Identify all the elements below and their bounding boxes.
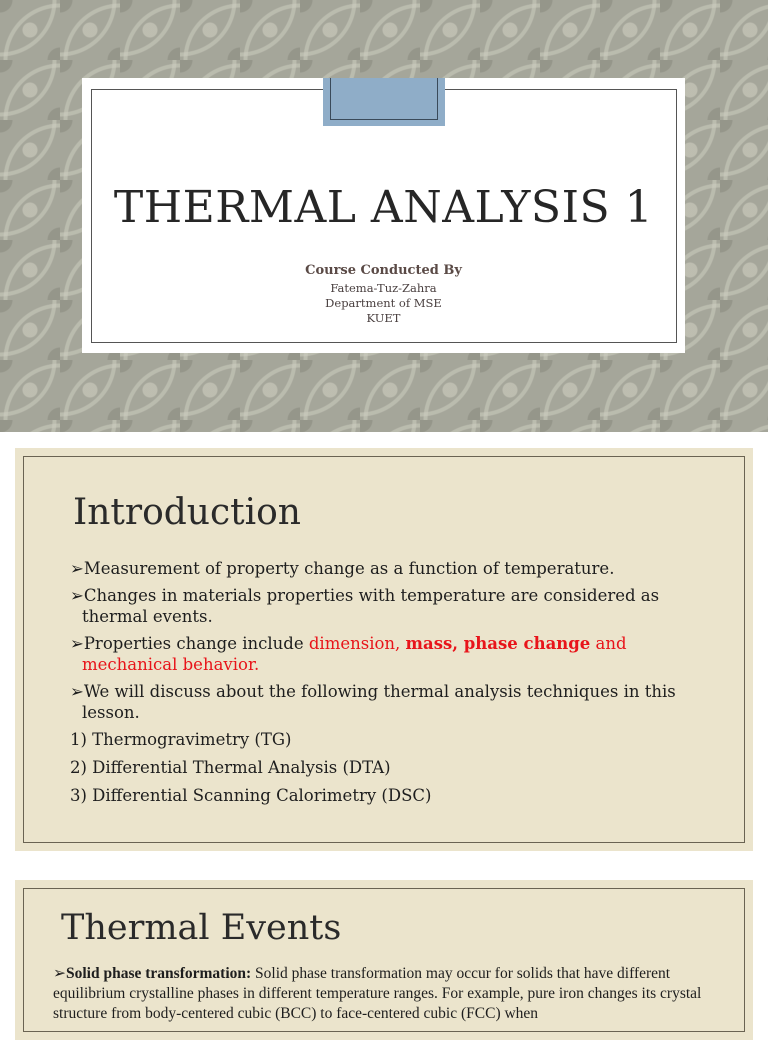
technique-item: 2) Differential Thermal Analysis (DTA) xyxy=(70,758,391,777)
author-name: Fatema-Tuz-Zahra xyxy=(330,281,437,295)
arrow-bullet-icon: ➢ xyxy=(70,634,84,653)
list-item-text-continued: thermal events. xyxy=(82,607,213,626)
department-name: Department of MSE xyxy=(325,296,442,310)
arrow-bullet-icon: ➢ xyxy=(70,559,84,578)
list-item-text-continued: lesson. xyxy=(82,703,140,722)
list-item-text: Properties change include xyxy=(83,634,309,653)
list-item xyxy=(70,633,680,675)
technique-item: 1) Thermogravimetry (TG) xyxy=(70,730,292,749)
presentation-title: THERMAL ANALYSIS 1 xyxy=(113,182,654,233)
title-accent-tab xyxy=(323,78,445,126)
introduction-slide xyxy=(15,448,753,851)
list-item xyxy=(70,558,680,579)
arrow-bullet-icon: ➢ xyxy=(53,965,66,982)
list-item-text: We will discuss about the following thermal analysis techniques in this xyxy=(83,682,676,701)
highlight-text-continued: mechanical behavior. xyxy=(82,655,260,674)
highlight-text: dimension, xyxy=(308,634,406,653)
slide-title: Thermal Events xyxy=(61,908,342,948)
institution-name: KUET xyxy=(366,311,401,325)
paragraph xyxy=(53,964,733,1024)
list-item xyxy=(70,681,680,723)
title-card xyxy=(82,78,685,353)
slide-title: Introduction xyxy=(73,492,301,533)
list-item xyxy=(70,585,680,627)
paragraph-text: Solid phase transformation may occur for solids that have different equilibrium crystalline phases in different temperature ranges. For example, pure iron changes its crystal structure from body-centered cubic (BCC) to face-centered cubic (FCC) when xyxy=(53,965,702,1022)
title-accent-tab-frame xyxy=(330,78,438,120)
term-label: Solid phase transformation: xyxy=(66,965,252,982)
conducted-by-label: Course Conducted By xyxy=(305,263,462,278)
thermal-events-slide xyxy=(15,880,753,1040)
arrow-bullet-icon: ➢ xyxy=(70,586,84,605)
bullet-list xyxy=(70,558,680,813)
title-slide xyxy=(0,0,768,432)
list-item-text: Changes in materials properties with temperature are considered as xyxy=(83,586,660,605)
technique-item: 3) Differential Scanning Calorimetry (DSC) xyxy=(70,786,432,805)
arrow-bullet-icon: ➢ xyxy=(70,682,84,701)
highlight-bold-text: mass, phase change xyxy=(405,634,591,653)
highlight-text: and xyxy=(590,634,627,653)
list-item-text: Measurement of property change as a function of temperature. xyxy=(83,559,615,578)
